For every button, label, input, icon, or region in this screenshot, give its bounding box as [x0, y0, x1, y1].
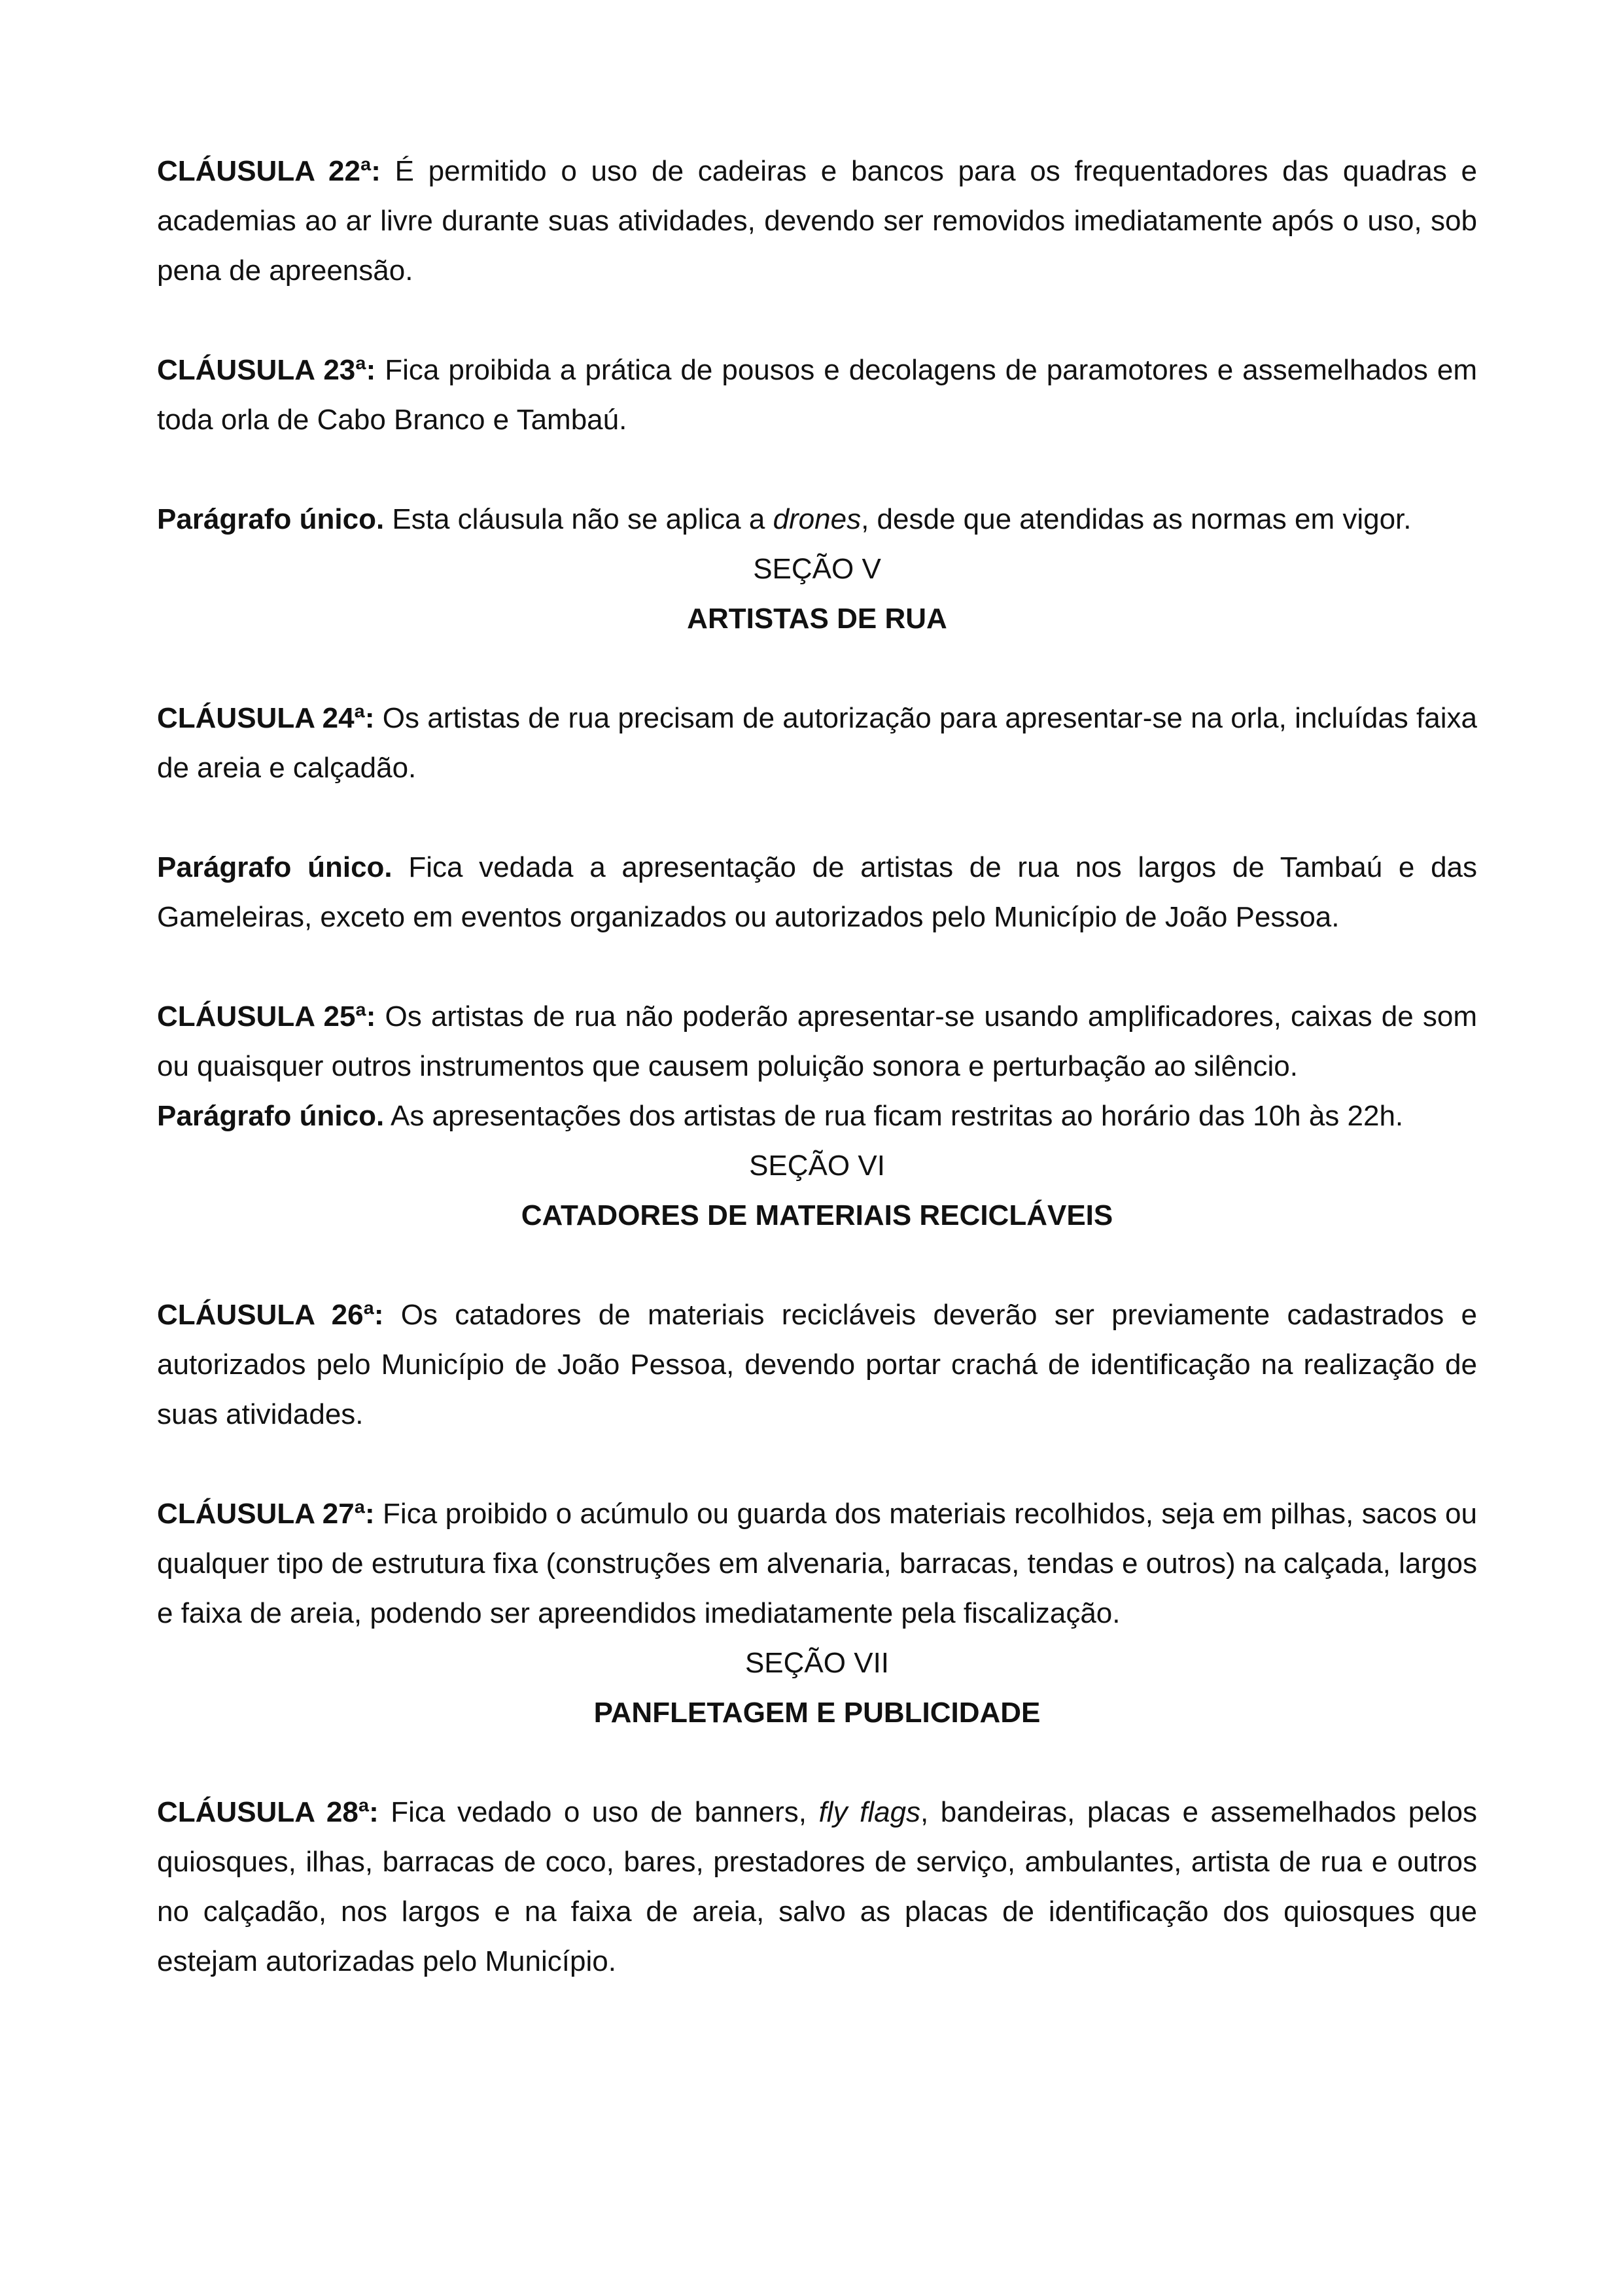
section-7-title: PANFLETAGEM E PUBLICIDADE	[593, 1697, 1041, 1729]
clause-label: CLÁUSULA 22ª:	[157, 155, 381, 187]
clause-text-end: , bandeiras, placas e assemelhados pelos quiosques, ilhas, barracas de coco, bares, prestadores de serviço, ambulantes, artista de rua e outros no calçadão, nos largos e na faixa de areia, salvo as placas de identificação dos quiosques que estejam autorizadas pelo Município.	[157, 1796, 1477, 1977]
clause-text: Fica proibida a prática de pousos e decolagens de paramotores e assemelhados em toda orla de Cabo Branco e Tambaú.	[157, 354, 1478, 436]
section-6-title: CATADORES DE MATERIAIS RECICLÁVEIS	[521, 1199, 1113, 1231]
paragraph-label: Parágrafo único.	[157, 851, 393, 883]
clause-text: É permitido o uso de cadeiras e bancos para os frequentadores das quadras e academias ao ar livre durante suas atividades, devendo ser removidos imediatamente após o uso, sob pena de apreensão.	[157, 155, 1478, 287]
clause-23	[157, 345, 1477, 445]
paragraph-italic-term: drones	[773, 503, 862, 535]
clause-22	[157, 147, 1477, 296]
clause-24	[157, 694, 1477, 793]
clause-28	[157, 1788, 1477, 1987]
clause-label: CLÁUSULA 26ª:	[157, 1299, 384, 1331]
clause-26	[157, 1290, 1477, 1439]
section-5-title: ARTISTAS DE RUA	[687, 603, 947, 635]
clause-text: Os artistas de rua precisam de autorização para apresentar-se na orla, incluídas faixa de areia e calçadão.	[157, 702, 1477, 784]
clause-label: CLÁUSULA 28ª:	[157, 1796, 379, 1828]
clause-25	[157, 992, 1477, 1091]
clause-label: CLÁUSULA 27ª:	[157, 1498, 375, 1530]
clause-25-paragraph	[157, 1091, 1477, 1141]
clause-27	[157, 1489, 1477, 1638]
clause-text: Fica proibido o acúmulo ou guarda dos materiais recolhidos, seja em pilhas, sacos ou qualquer tipo de estrutura fixa (construções em alvenaria, barracas, tendas e outros) na calçada, largos e faixa de areia, podendo ser apreendidos imediatamente pela fiscalização.	[157, 1498, 1477, 1629]
paragraph-label: Parágrafo único.	[157, 1100, 385, 1132]
clause-text: Os catadores de materiais recicláveis deverão ser previamente cadastrados e autorizados pelo Município de João Pessoa, devendo portar crachá de identificação na realização de suas atividades.	[157, 1299, 1477, 1430]
clause-label: CLÁUSULA 24ª:	[157, 702, 375, 734]
paragraph-label: Parágrafo único.	[157, 503, 385, 535]
section-6-label: SEÇÃO VI	[749, 1150, 885, 1182]
paragraph-text: As apresentações dos artistas de rua ficam restritas ao horário das 10h às 22h.	[384, 1100, 1404, 1132]
clause-text: Fica vedado o uso de banners,	[378, 1796, 819, 1828]
section-5-label: SEÇÃO V	[753, 553, 881, 585]
section-7-label: SEÇÃO VII	[744, 1647, 890, 1679]
paragraph-text: Fica vedada a apresentação de artistas de rua nos largos de Tambaú e das Gameleiras, exceto em eventos organizados ou autorizados pelo Município de João Pessoa.	[157, 851, 1478, 933]
document-page	[157, 147, 1477, 1987]
clause-label: CLÁUSULA 25ª:	[157, 1000, 376, 1033]
paragraph-text-end: , desde que atendidas as normas em vigor.	[861, 503, 1412, 535]
clause-24-paragraph	[157, 843, 1477, 942]
clause-23-paragraph	[157, 495, 1477, 544]
clause-text: Os artistas de rua não poderão apresentar-se usando amplificadores, caixas de som ou quaisquer outros instrumentos que causem poluição sonora e perturbação ao silêncio.	[157, 1000, 1477, 1082]
clause-label: CLÁUSULA 23ª:	[157, 354, 376, 386]
clause-italic-term: fly flags	[818, 1796, 921, 1828]
paragraph-text: Esta cláusula não se aplica a	[384, 503, 773, 535]
